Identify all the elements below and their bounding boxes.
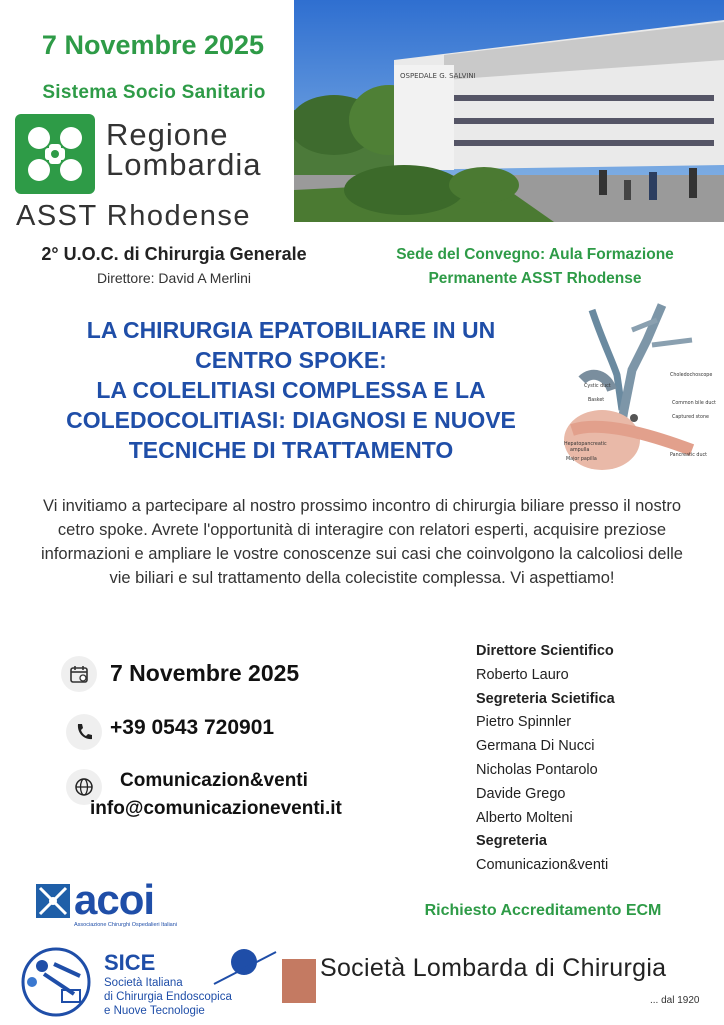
acoi-subtext: Associazione Chirurghi Ospedalieri Italiani: [74, 922, 178, 928]
unit-director: Direttore: David A Merlini: [96, 270, 252, 286]
sice-line-1: Società Italiana: [104, 977, 183, 989]
secretariat: Comunicazion&venti: [476, 857, 609, 874]
asst-name: ASST Rhodense: [16, 200, 251, 232]
header-date: 7 Novembre 2025: [41, 30, 265, 60]
staff-member: Nicholas Pontarolo: [476, 761, 598, 778]
info-organizer: Comunicazion&venti: [120, 770, 308, 791]
label-ampulla-1: Hepatopancreatic: [564, 442, 607, 447]
regione-lombardia-logo: [15, 114, 95, 194]
staff-member: Germana Di Nucci: [476, 738, 595, 755]
label-cystic-duct: Cystic duct: [584, 384, 611, 389]
label-ampulla-2: ampulla: [570, 448, 590, 453]
rl-cross-icon: [15, 114, 95, 194]
label-major-papilla: Major papilla: [566, 457, 597, 462]
slc-name: Società Lombarda di Chirurgia: [320, 954, 667, 982]
calendar-icon: [61, 656, 97, 692]
sice-text: SICE: [104, 950, 156, 975]
biliary-anatomy-illustration: [562, 300, 724, 470]
info-date: 7 Novembre 2025: [110, 660, 300, 686]
sice-line-3: e Nuove Tecnologie: [104, 1005, 205, 1017]
region-line-2: Lombardia: [106, 147, 262, 182]
staff-list: [476, 640, 716, 878]
acoi-logo: [34, 870, 194, 930]
acoi-text: acoi: [74, 876, 155, 923]
slc-emblem: [282, 959, 316, 1003]
system-name: Sistema Socio Sanitario: [42, 82, 266, 103]
title-line-5: TECNICHE DI TRATTAMENTO: [128, 437, 454, 463]
venue: [370, 243, 700, 291]
hospital-photo: [294, 0, 724, 222]
title-line-4: COLEDOCOLITIASI: DIAGNOSI E NUOVE: [66, 407, 516, 433]
title-line-1: LA CHIRURGIA EPATOBILIARE IN UN: [86, 317, 496, 343]
region-name: [106, 117, 262, 182]
intro-paragraph: Vi invitiamo a partecipare al nostro prossimo incontro di chirurgia biliare presso il nostro cetro spoke. Avrete l'opportunità di interagire con relatori esperti, acquisire preziose informazioni e ampliare le vostre conoscenze sui casi che coinvolgono la calcoliosi delle vie biliari e sul trattamento della colecistite complessa. Vi aspettiamo!: [40, 497, 683, 587]
venue-line-2: Permanente ASST Rhodense: [428, 270, 642, 287]
ecm-accreditation: Richiesto Accreditamento ECM: [424, 902, 662, 919]
label-choledochoscope: Choledochoscope: [670, 373, 713, 378]
scientific-director-label: Direttore Scientifico: [476, 643, 614, 659]
info-phone[interactable]: +39 0543 720901: [110, 716, 275, 739]
unit-name: 2° U.O.C. di Chirurgia Generale: [41, 244, 307, 264]
title-line-2: CENTRO SPOKE:: [195, 347, 387, 373]
scientific-director: Roberto Lauro: [476, 666, 569, 683]
secretariat-label: Segreteria: [476, 833, 547, 850]
info-email[interactable]: info@comunicazioneventi.it: [90, 798, 342, 819]
label-common-bile-duct: Common bile duct: [672, 401, 716, 406]
sice-line-2: di Chirurgia Endoscopica: [104, 991, 232, 1003]
event-title: [24, 315, 558, 465]
sice-logo: [14, 944, 284, 1020]
label-basket: Basket: [588, 398, 605, 403]
region-line-1: Regione: [106, 117, 229, 152]
staff-member: Alberto Molteni: [476, 809, 573, 826]
phone-icon: [66, 714, 102, 750]
venue-line-1: Sede del Convegno: Aula Formazione: [396, 246, 674, 263]
label-pancreatic-duct: Pancreatic duct: [670, 453, 708, 458]
title-line-3: LA COLELITIASI COMPLESSA E LA: [96, 377, 486, 403]
staff-member: Davide Grego: [476, 785, 566, 802]
label-captured-stone: Captured stone: [672, 415, 709, 420]
scientific-secretariat-label: Segreteria Scietifica: [476, 690, 615, 707]
hospital-sign: OSPEDALE G. SALVINI: [400, 72, 476, 80]
slc-since: ... dal 1920: [650, 995, 700, 1006]
staff-member: Pietro Spinnler: [476, 714, 572, 731]
